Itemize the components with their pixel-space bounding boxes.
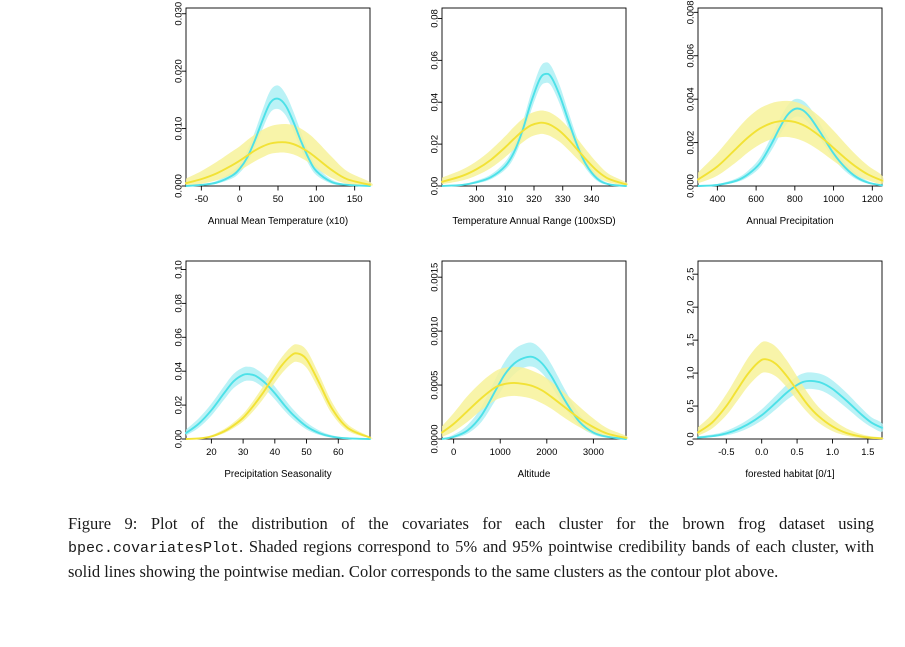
svg-text:Precipitation Seasonality: Precipitation Seasonality [224, 469, 332, 480]
svg-text:0.02: 0.02 [429, 134, 441, 154]
svg-text:0.06: 0.06 [173, 328, 185, 347]
svg-text:400: 400 [709, 194, 726, 205]
svg-text:0: 0 [450, 447, 457, 458]
svg-text:320: 320 [526, 194, 542, 205]
svg-text:2000: 2000 [536, 447, 558, 458]
plot-annual-precipitation [642, 0, 887, 245]
svg-text:1.0: 1.0 [825, 447, 840, 458]
svg-text:1200: 1200 [861, 194, 883, 205]
svg-text:0.010: 0.010 [173, 116, 185, 141]
svg-text:30: 30 [237, 447, 249, 458]
svg-text:0.02: 0.02 [173, 395, 185, 415]
svg-text:340: 340 [583, 194, 600, 205]
svg-text:0.0000: 0.0000 [429, 424, 441, 454]
svg-text:0.0010: 0.0010 [429, 316, 441, 346]
svg-text:0.06: 0.06 [429, 51, 441, 70]
svg-text:0.10: 0.10 [173, 260, 185, 279]
svg-text:0.0: 0.0 [685, 432, 697, 446]
svg-text:800: 800 [786, 194, 803, 205]
svg-text:1.0: 1.0 [685, 366, 697, 380]
svg-text:0.008: 0.008 [685, 0, 697, 25]
svg-text:150: 150 [346, 194, 363, 205]
svg-text:0.0005: 0.0005 [429, 370, 441, 400]
svg-text:0.006: 0.006 [685, 43, 697, 68]
caption-text-part1: Plot of the distribution of the covariates for each cluster for the brown frog dataset using [137, 514, 874, 533]
panel-altitude [386, 253, 631, 498]
svg-text:0.000: 0.000 [173, 174, 185, 198]
svg-text:3000: 3000 [582, 447, 604, 458]
svg-text:2.5: 2.5 [685, 267, 697, 281]
svg-text:50: 50 [301, 447, 312, 458]
figure-caption [68, 512, 874, 583]
plot-annual-mean-temperature [130, 0, 375, 245]
svg-text:Annual Precipitation: Annual Precipitation [746, 216, 834, 227]
svg-text:0.04: 0.04 [173, 361, 185, 381]
svg-text:600: 600 [748, 194, 765, 205]
svg-text:0.5: 0.5 [685, 399, 697, 413]
svg-text:0.0: 0.0 [755, 447, 769, 458]
svg-text:40: 40 [269, 447, 281, 458]
svg-text:0.020: 0.020 [173, 59, 185, 84]
svg-text:0.000: 0.000 [685, 174, 697, 198]
svg-text:0.08: 0.08 [173, 294, 185, 313]
svg-text:1.5: 1.5 [685, 333, 697, 347]
svg-text:50: 50 [272, 194, 284, 205]
svg-text:100: 100 [308, 194, 325, 205]
svg-text:Temperature Annual Range (100x: Temperature Annual Range (100xSD) [452, 216, 616, 227]
plot-forested-habitat [642, 253, 887, 498]
svg-text:forested habitat [0/1]: forested habitat [0/1] [745, 469, 835, 480]
svg-text:0.002: 0.002 [685, 130, 697, 155]
svg-text:0.030: 0.030 [173, 1, 185, 26]
svg-text:0.004: 0.004 [685, 87, 697, 112]
plot-precipitation-seasonality [130, 253, 375, 498]
svg-text:2.0: 2.0 [685, 300, 697, 314]
plot-temperature-annual-range [386, 0, 631, 245]
svg-text:0.00: 0.00 [429, 176, 441, 196]
svg-text:Altitude: Altitude [517, 469, 551, 480]
panel-annual-precipitation [642, 0, 887, 245]
svg-text:1000: 1000 [823, 194, 845, 205]
plot-altitude [386, 253, 631, 498]
svg-text:330: 330 [554, 194, 571, 205]
panel-annual-mean-temperature [130, 0, 375, 245]
svg-text:300: 300 [468, 194, 485, 205]
svg-text:310: 310 [497, 194, 514, 205]
caption-label: Figure 9: [68, 514, 138, 533]
svg-text:0.04: 0.04 [429, 92, 441, 112]
svg-text:1000: 1000 [489, 447, 511, 458]
panel-precipitation-seasonality [130, 253, 375, 498]
caption-text-part2: . Shaded regions correspond to 5% and 95% pointwise credibility bands of each cluster, with solid lines showing the pointwise median. Color corresponds to the same clusters as the contour plot above. [68, 537, 874, 581]
svg-text:0.5: 0.5 [790, 447, 804, 458]
panel-grid [130, 0, 890, 505]
svg-text:60: 60 [332, 447, 344, 458]
svg-text:0.0015: 0.0015 [429, 262, 441, 292]
svg-text:1.5: 1.5 [861, 447, 875, 458]
svg-text:20: 20 [206, 447, 217, 458]
panel-temperature-annual-range [386, 0, 631, 245]
svg-text:0: 0 [237, 194, 243, 205]
panel-forested-habitat [642, 253, 887, 498]
svg-text:0.00: 0.00 [173, 429, 185, 449]
svg-text:0.08: 0.08 [429, 9, 441, 28]
svg-text:-50: -50 [194, 194, 209, 205]
svg-text:Annual Mean Temperature (x10): Annual Mean Temperature (x10) [207, 216, 349, 227]
svg-text:-0.5: -0.5 [718, 447, 735, 458]
caption-code: bpec.covariatesPlot [68, 540, 240, 558]
